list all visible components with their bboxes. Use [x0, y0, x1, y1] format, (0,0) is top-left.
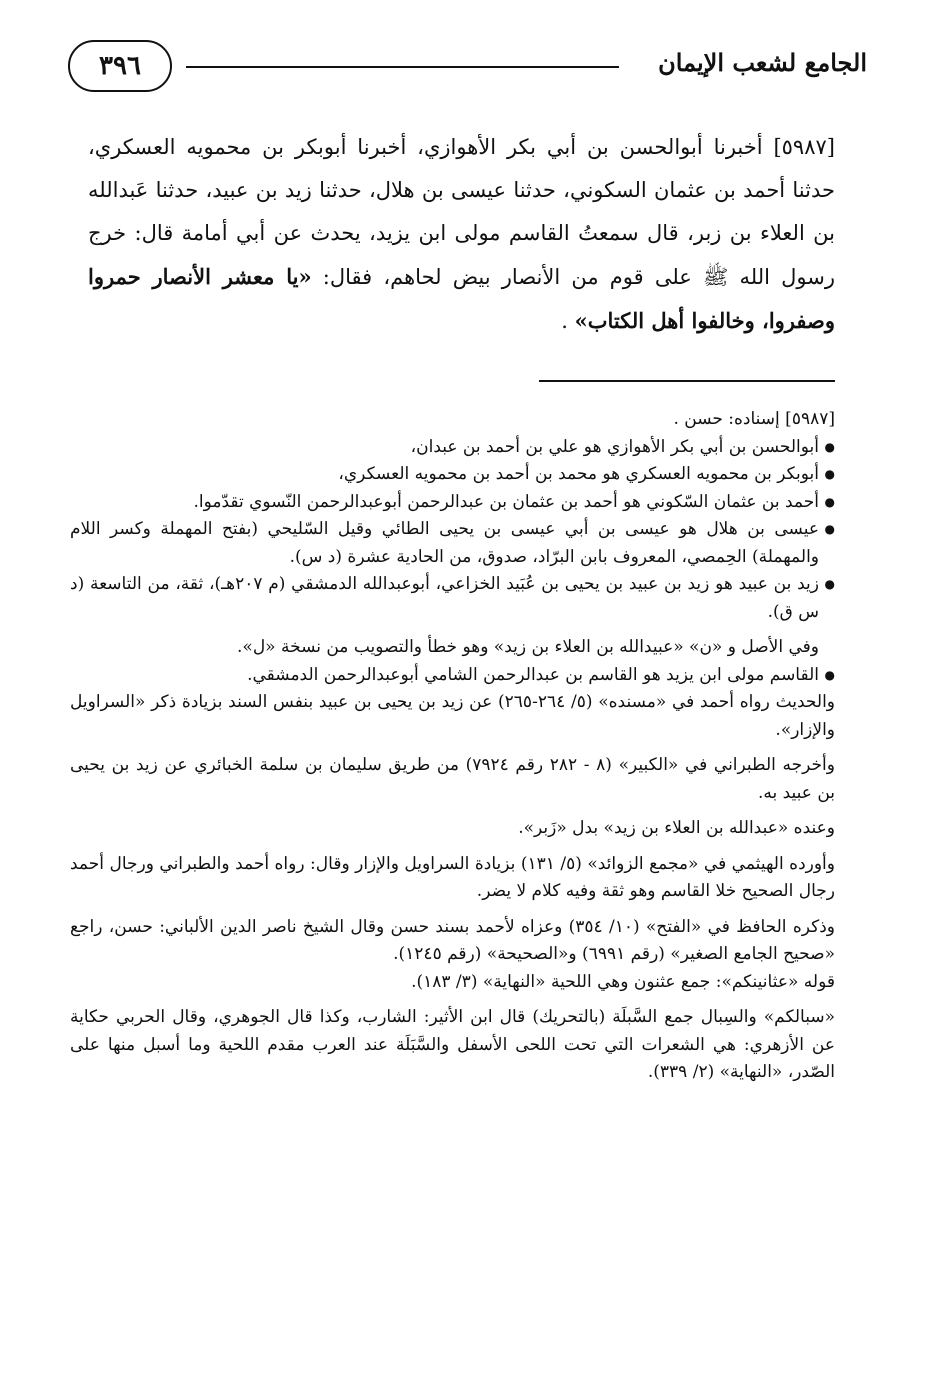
manuscript-note: وفي الأصل و «ن» «عبيدالله بن العلاء بن زيد» وهو خطأ والتصويب من نسخة «ل». [237, 637, 819, 657]
narrator-note: ● أبوالحسن بن أبي بكر الأهوازي هو علي بن أحمد بن عبدان، [70, 434, 835, 462]
narrator-note: ● أبوبكر بن محمويه العسكري هو محمد بن أحمد بن محمويه العسكري، [70, 461, 835, 489]
takhrij-paragraph: والحديث رواه أحمد في «مسنده» (٥/ ٢٦٤-٢٦٥) عن زيد بن يحيى بن عبيد بنفس السند بزيادة ذكر «السراويل والإزار». [70, 692, 835, 740]
page-header [68, 40, 867, 100]
prophetic-quote: «يا معشر الأنصار حمروا وصفروا، وخالفوا أهل الكتاب» [88, 264, 835, 333]
footnote-head: [٥٩٨٧] إسناده: حسن . [673, 409, 835, 429]
running-title: الجامع لشعب الإيمان [658, 48, 867, 77]
takhrij-paragraph: وذكره الحافظ في «الفتح» (١٠/ ٣٥٤) وعزاه لأحمد بسند حسن وقال الشيخ ناصر الدين الألباني: حسن، راجع «صحيح الجامع الصغير» (رقم ٦٩٩١) و«الصحيحة» (رقم ١٢٤٥). [70, 916, 835, 964]
footnote-separator [539, 380, 835, 382]
gloss-paragraph: «سبالكم» والسِبال جمع السَّبلَة (بالتحريك) قال ابن الأثير: الشارب، وكذا قال الجوهري، وقال الحربي حكاية عن الأزهري: هي الشعرات التي تحت اللحى الأسفل والسَّبَلَة عند العرب مقدم اللحية وما أسبل منها على الصّدر، «النهاية» (٢/ ٣٣٩). [70, 1007, 835, 1082]
takhrij-paragraph: وأخرجه الطبراني في «الكبير» (٨ - ٢٨٢ رقم ٧٩٢٤) من طريق سليمان بن سلمة الخبائري عن زيد بن يحيى بن عبيد به. [70, 755, 835, 803]
takhrij-paragraph: وأورده الهيثمي في «مجمع الزوائد» (٥/ ١٣١) بزيادة السراويل والإزار وقال: رواه أحمد والطبراني ورجال أحمد رجال الصحيح خلا القاسم وهو ثقة وفيه كلام لا يضر. [70, 853, 835, 901]
hadith-reference: [٥٩٨٧] [773, 135, 835, 159]
narrator-note: ● القاسم مولى ابن يزيد هو القاسم بن عبدالرحمن الشامي أبوعبدالرحمن الدمشقي. [70, 662, 835, 690]
narrator-list [70, 434, 835, 627]
narrator-list-2 [70, 662, 835, 690]
hadith-paragraph [88, 126, 835, 343]
takhrij-paragraph: وعنده «عبدالله بن العلاء بن زيد» بدل «زَبر». [518, 818, 835, 838]
hadith-text [88, 126, 835, 343]
hadith-end: . [561, 309, 575, 333]
header-rule [186, 66, 619, 68]
gloss-paragraph: قوله «عثانينكم»: جمع عثنون وهي اللحية «النهاية» (٣/ ١٨٣). [411, 971, 835, 992]
narrator-note: ● زيد بن عبيد هو زيد بن عبيد بن يحيى بن عُبَيد الخزاعي، أبوعبدالله الدمشقي (م ٢٠٧هـ)، ثقة، من التاسعة (د س ق). [70, 571, 835, 626]
narrator-note: ● عيسى بن هلال هو عيسى بن أبي عيسى بن يحيى الطائي وقيل السّليحي (بفتح المهملة وكسر اللام والمهملة) الحِمصي، المعروف بابن البرّاد، صدوق، من الحادية عشرة (د س). [70, 516, 835, 571]
isnad-text: أخبرنا أبوالحسن بن أبي بكر الأهوازي، أخبرنا أبوبكر بن محمويه العسكري، حدثنا أحمد بن عثمان السكوني، حدثنا عيسى بن هلال، حدثنا زيد بن عبيد، حدثنا عَبدالله بن العلاء بن زبر، قال سمعتُ القاسم مولى ابن يزيد، يحدث عن أبي أمامة قال: خرج رسول الله ﷺ على قوم من الأنصار بيض لحاهم، فقال: [88, 135, 836, 289]
page-number: ٣٩٦ [68, 40, 172, 92]
footnotes [70, 406, 835, 1087]
narrator-note: ● أحمد بن عثمان السّكوني هو أحمد بن عثمان بن عبدالرحمن أبوعبدالرحمن النّسوي تقدّموا. [70, 489, 835, 517]
